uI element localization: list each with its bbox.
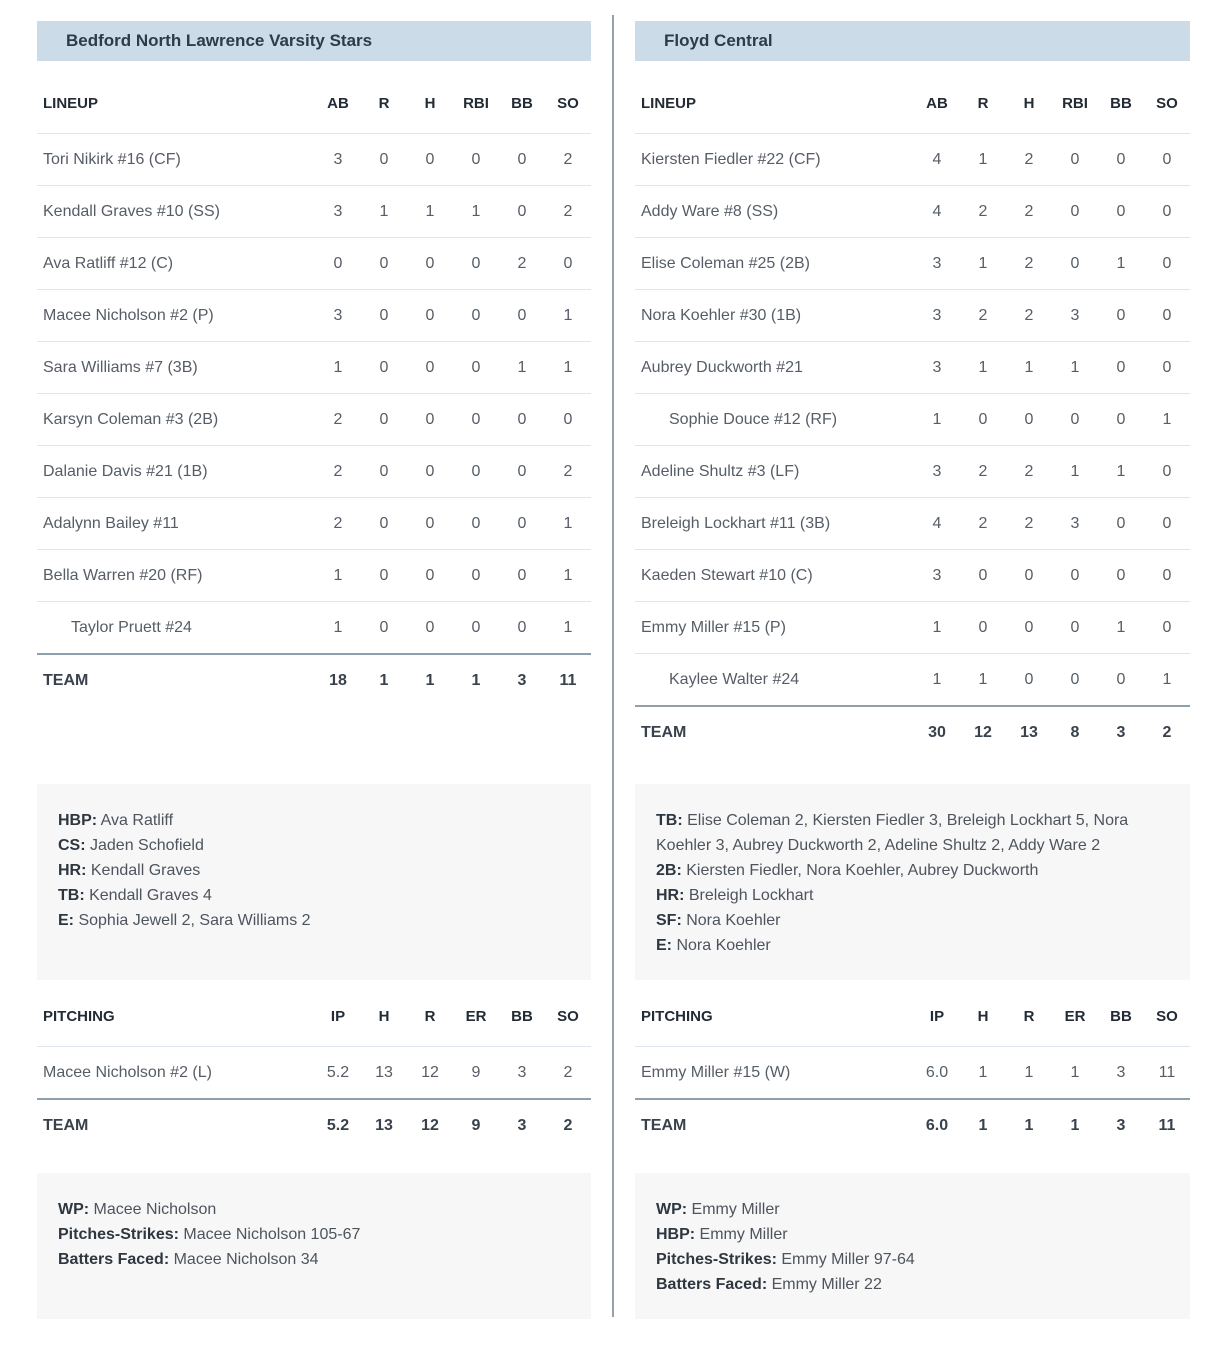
- stat-cell: 0: [407, 238, 453, 290]
- team-title-right: Floyd Central: [664, 31, 773, 50]
- column-header: RBI: [1062, 95, 1088, 112]
- column-header: AB: [327, 95, 349, 112]
- player-row: [635, 446, 1190, 498]
- note-label: 2B:: [656, 862, 682, 879]
- column-header: RBI: [463, 95, 489, 112]
- stat-cell: 0: [453, 498, 499, 550]
- stat-cell: 2: [960, 446, 1006, 498]
- player-row: [635, 290, 1190, 342]
- batting-notes-left: [37, 784, 591, 980]
- stat-cell: 0: [361, 550, 407, 602]
- stat-cell: 0: [1006, 602, 1052, 654]
- player-row: [635, 550, 1190, 602]
- note-label: WP:: [656, 1201, 688, 1218]
- stat-cell: 0: [361, 342, 407, 394]
- stat-cell: 2: [960, 186, 1006, 238]
- column-header: BB: [1110, 95, 1132, 112]
- stat-cell: 11: [1144, 1047, 1190, 1100]
- stat-cell: 0: [1144, 602, 1190, 654]
- column-header: ER: [465, 1008, 487, 1025]
- stat-cell: 1: [960, 238, 1006, 290]
- column-header: BB: [511, 1008, 533, 1025]
- note-line: TB: Kendall Graves 4: [58, 887, 212, 904]
- player-name: Kendall Graves #10 (SS): [37, 186, 315, 238]
- note-label: Batters Faced:: [58, 1251, 170, 1268]
- stat-cell: 4: [914, 134, 960, 186]
- column-header: BB: [1110, 1008, 1132, 1025]
- stat-cell: 0: [1006, 550, 1052, 602]
- pitching-notes-left: [37, 1173, 591, 1319]
- note-label: CS:: [58, 837, 86, 854]
- note-line: HBP: Emmy Miller: [656, 1226, 788, 1243]
- stat-cell: 2: [1006, 290, 1052, 342]
- player-row: [635, 134, 1190, 186]
- team-label: TEAM: [635, 706, 914, 758]
- team-title-left: Bedford North Lawrence Varsity Stars: [66, 31, 373, 50]
- stat-cell: 0: [1006, 394, 1052, 446]
- team-stat-cell: 2: [545, 1099, 591, 1151]
- stat-cell: 1: [960, 342, 1006, 394]
- team-stat-cell: 1: [1052, 1099, 1098, 1151]
- stat-cell: 1: [315, 342, 361, 394]
- team-stat-cell: 2: [1144, 706, 1190, 758]
- stat-cell: 1: [1052, 342, 1098, 394]
- stat-cell: 1: [545, 498, 591, 550]
- stat-cell: 0: [407, 498, 453, 550]
- stat-cell: 0: [960, 550, 1006, 602]
- note-line: HBP: Ava Ratliff: [58, 812, 174, 829]
- stat-cell: 1: [545, 342, 591, 394]
- stat-cell: 2: [960, 290, 1006, 342]
- table-title: PITCHING: [641, 1008, 713, 1025]
- player-row: [635, 602, 1190, 654]
- player-row: [635, 394, 1190, 446]
- team-stat-cell: 1: [361, 654, 407, 706]
- stat-cell: 0: [361, 394, 407, 446]
- player-name: Sara Williams #7 (3B): [37, 342, 315, 394]
- player-row: [635, 1047, 1190, 1100]
- player-name: Addy Ware #8 (SS): [635, 186, 914, 238]
- stat-cell: 1: [453, 186, 499, 238]
- team-stat-cell: 3: [1098, 1099, 1144, 1151]
- player-name: Sophie Douce #12 (RF): [635, 394, 914, 446]
- stat-cell: 3: [315, 134, 361, 186]
- stat-cell: 0: [499, 186, 545, 238]
- stat-cell: 0: [1052, 654, 1098, 707]
- stat-cell: 3: [914, 446, 960, 498]
- table-title: LINEUP: [43, 95, 99, 112]
- note-line: HR: Kendall Graves: [58, 862, 201, 879]
- note-line: SF: Nora Koehler: [656, 912, 781, 929]
- stat-cell: 13: [361, 1047, 407, 1100]
- player-name: Kaylee Walter #24: [635, 654, 914, 707]
- stat-cell: 1: [914, 394, 960, 446]
- stat-cell: 0: [361, 498, 407, 550]
- player-name: Bella Warren #20 (RF): [37, 550, 315, 602]
- team-total-row: [635, 1099, 1190, 1151]
- stat-cell: 0: [499, 290, 545, 342]
- stat-cell: 1: [315, 602, 361, 655]
- team-stat-cell: 11: [1144, 1099, 1190, 1151]
- team-stat-cell: 30: [914, 706, 960, 758]
- column-header: IP: [929, 1008, 945, 1025]
- note-label: HBP:: [58, 812, 98, 829]
- batting-notes-right: [635, 784, 1190, 980]
- team-label: TEAM: [635, 1099, 914, 1151]
- stat-cell: 0: [1144, 550, 1190, 602]
- stat-cell: 3: [1098, 1047, 1144, 1100]
- stat-cell: 0: [1098, 394, 1144, 446]
- player-name: Dalanie Davis #21 (1B): [37, 446, 315, 498]
- note-line: WP: Emmy Miller: [656, 1201, 780, 1218]
- stat-cell: 3: [315, 290, 361, 342]
- team-stat-cell: 5.2: [315, 1099, 361, 1151]
- player-name: Adalynn Bailey #11: [37, 498, 315, 550]
- stat-cell: 0: [1098, 134, 1144, 186]
- header-row: [37, 81, 591, 134]
- player-row: [37, 290, 591, 342]
- player-row: [635, 342, 1190, 394]
- stat-cell: 3: [499, 1047, 545, 1100]
- stat-cell: 2: [315, 498, 361, 550]
- stat-cell: 0: [1052, 134, 1098, 186]
- note-line: WP: Macee Nicholson: [58, 1201, 217, 1218]
- column-header: IP: [330, 1008, 346, 1025]
- team-stat-cell: 9: [453, 1099, 499, 1151]
- note-label: TB:: [58, 887, 85, 904]
- stat-cell: 12: [407, 1047, 453, 1100]
- stat-cell: 4: [914, 498, 960, 550]
- stat-cell: 3: [914, 290, 960, 342]
- stat-cell: 0: [453, 342, 499, 394]
- stat-cell: 0: [361, 290, 407, 342]
- player-row: [37, 446, 591, 498]
- column-header: H: [378, 1008, 390, 1025]
- note-label: HR:: [58, 862, 87, 879]
- column-header: SO: [1156, 1008, 1178, 1025]
- stat-cell: 9: [453, 1047, 499, 1100]
- player-name: Macee Nicholson #2 (P): [37, 290, 315, 342]
- note-line: CS: Jaden Schofield: [58, 837, 204, 854]
- stat-cell: 0: [361, 446, 407, 498]
- stat-cell: 0: [1098, 186, 1144, 238]
- team-stat-cell: 1: [960, 1099, 1006, 1151]
- stat-cell: 2: [1006, 238, 1052, 290]
- column-header: R: [424, 1008, 436, 1025]
- team-stat-cell: 3: [499, 1099, 545, 1151]
- player-name: Tori Nikirk #16 (CF): [37, 134, 315, 186]
- player-name: Karsyn Coleman #3 (2B): [37, 394, 315, 446]
- stat-cell: 1: [315, 550, 361, 602]
- note-label: E:: [58, 912, 74, 929]
- stat-cell: 2: [545, 1047, 591, 1100]
- stat-cell: 0: [499, 550, 545, 602]
- stat-cell: 0: [407, 394, 453, 446]
- stat-cell: 3: [914, 342, 960, 394]
- stat-cell: 2: [960, 498, 1006, 550]
- note-label: WP:: [58, 1201, 90, 1218]
- stat-cell: 1: [1006, 1047, 1052, 1100]
- player-row: [635, 238, 1190, 290]
- player-row: [37, 498, 591, 550]
- stat-cell: 0: [407, 550, 453, 602]
- note-line: TB: Elise Coleman 2, Kiersten Fiedler 3, Breleigh Lockhart 5, Nora Koehler 3, Aubrey Duckworth 2, Adeline Shultz 2, Addy Ware 2: [656, 812, 1129, 854]
- stat-cell: 0: [1052, 394, 1098, 446]
- player-name: Taylor Pruett #24: [37, 602, 315, 655]
- player-name: Ava Ratliff #12 (C): [37, 238, 315, 290]
- stat-cell: 0: [361, 238, 407, 290]
- stat-cell: 5.2: [315, 1047, 361, 1100]
- stat-cell: 0: [499, 394, 545, 446]
- player-row: [37, 238, 591, 290]
- stat-cell: 3: [914, 238, 960, 290]
- team-stat-cell: 3: [499, 654, 545, 706]
- panel-divider: [612, 15, 614, 1317]
- stat-cell: 1: [545, 550, 591, 602]
- stat-cell: 0: [1098, 654, 1144, 707]
- column-header: H: [1023, 95, 1035, 112]
- pitching-table-left: [37, 994, 591, 1151]
- note-label: SF:: [656, 912, 682, 929]
- stat-cell: 0: [960, 602, 1006, 654]
- stat-cell: 0: [453, 446, 499, 498]
- stat-cell: 2: [1006, 134, 1052, 186]
- stat-cell: 1: [499, 342, 545, 394]
- stat-cell: 0: [407, 134, 453, 186]
- note-label: Pitches-Strikes:: [58, 1226, 179, 1243]
- stat-cell: 1: [1144, 394, 1190, 446]
- team-stat-cell: 1: [1006, 1099, 1052, 1151]
- stat-cell: 4: [914, 186, 960, 238]
- player-row: [37, 134, 591, 186]
- team-total-row: [635, 706, 1190, 758]
- column-header: R: [378, 95, 390, 112]
- note-line: Batters Faced: Macee Nicholson 34: [58, 1251, 319, 1268]
- stat-cell: 1: [361, 186, 407, 238]
- stat-cell: 0: [960, 394, 1006, 446]
- stat-cell: 0: [453, 394, 499, 446]
- stat-cell: 1: [1052, 1047, 1098, 1100]
- stat-cell: 0: [1144, 290, 1190, 342]
- stat-cell: 0: [453, 550, 499, 602]
- stat-cell: 0: [453, 290, 499, 342]
- stat-cell: 0: [1098, 498, 1144, 550]
- stat-cell: 0: [1144, 238, 1190, 290]
- player-row: [635, 654, 1190, 707]
- stat-cell: 2: [1006, 498, 1052, 550]
- team-stat-cell: 1: [453, 654, 499, 706]
- stat-cell: 0: [1098, 290, 1144, 342]
- stat-cell: 0: [1052, 550, 1098, 602]
- stat-cell: 0: [1052, 238, 1098, 290]
- stat-cell: 1: [1098, 602, 1144, 654]
- player-name: Aubrey Duckworth #21: [635, 342, 914, 394]
- player-name: Nora Koehler #30 (1B): [635, 290, 914, 342]
- stat-cell: 0: [1052, 602, 1098, 654]
- stat-cell: 0: [407, 602, 453, 655]
- stat-cell: 0: [1144, 186, 1190, 238]
- note-label: HR:: [656, 887, 685, 904]
- note-line: Batters Faced: Emmy Miller 22: [656, 1276, 882, 1293]
- player-row: [37, 186, 591, 238]
- note-line: Pitches-Strikes: Emmy Miller 97-64: [656, 1251, 915, 1268]
- lineup-table-right: [635, 81, 1190, 758]
- note-line: E: Sophia Jewell 2, Sara Williams 2: [58, 912, 311, 929]
- stat-cell: 3: [315, 186, 361, 238]
- stat-cell: 0: [361, 602, 407, 655]
- stat-cell: 6.0: [914, 1047, 960, 1100]
- team-total-row: [37, 1099, 591, 1151]
- stat-cell: 3: [914, 550, 960, 602]
- stat-cell: 0: [499, 446, 545, 498]
- note-label: HBP:: [656, 1226, 696, 1243]
- stat-cell: 0: [1144, 498, 1190, 550]
- team-stat-cell: 12: [407, 1099, 453, 1151]
- stat-cell: 1: [1098, 446, 1144, 498]
- player-name: Kaeden Stewart #10 (C): [635, 550, 914, 602]
- stat-cell: 2: [315, 446, 361, 498]
- player-row: [635, 498, 1190, 550]
- player-row: [37, 1047, 591, 1100]
- note-line: E: Nora Koehler: [656, 937, 771, 954]
- player-row: [37, 602, 591, 655]
- stat-cell: 1: [914, 654, 960, 707]
- lineup-table-left: [37, 81, 591, 706]
- note-line: HR: Breleigh Lockhart: [656, 887, 814, 904]
- column-header: ER: [1064, 1008, 1086, 1025]
- player-name: Emmy Miller #15 (P): [635, 602, 914, 654]
- stat-cell: 1: [545, 602, 591, 655]
- stat-cell: 1: [545, 290, 591, 342]
- stat-cell: 0: [453, 602, 499, 655]
- player-row: [37, 342, 591, 394]
- note-label: Pitches-Strikes:: [656, 1251, 777, 1268]
- player-row: [635, 186, 1190, 238]
- column-header: BB: [511, 95, 533, 112]
- player-name: Kiersten Fiedler #22 (CF): [635, 134, 914, 186]
- column-header: SO: [1156, 95, 1178, 112]
- team-label: TEAM: [37, 654, 315, 706]
- player-name: Breleigh Lockhart #11 (3B): [635, 498, 914, 550]
- team-stat-cell: 13: [361, 1099, 407, 1151]
- pitching-notes-right: [635, 1173, 1190, 1319]
- stat-cell: 0: [407, 290, 453, 342]
- stat-cell: 0: [499, 134, 545, 186]
- stat-cell: 0: [1144, 134, 1190, 186]
- stat-cell: 0: [499, 602, 545, 655]
- note-label: TB:: [656, 812, 683, 829]
- team-stat-cell: 18: [315, 654, 361, 706]
- stat-cell: 0: [407, 342, 453, 394]
- column-header: H: [424, 95, 436, 112]
- stat-cell: 1: [1052, 446, 1098, 498]
- stat-cell: 0: [1052, 186, 1098, 238]
- stat-cell: 0: [407, 446, 453, 498]
- team-stat-cell: 12: [960, 706, 1006, 758]
- stat-cell: 1: [960, 654, 1006, 707]
- note-line: 2B: Kiersten Fiedler, Nora Koehler, Aubrey Duckworth: [656, 862, 1039, 879]
- stat-cell: 2: [545, 134, 591, 186]
- stat-cell: 1: [1144, 654, 1190, 707]
- note-label: Batters Faced:: [656, 1276, 768, 1293]
- note-label: E:: [656, 937, 672, 954]
- column-header: SO: [557, 1008, 579, 1025]
- team-total-row: [37, 654, 591, 706]
- player-name: Elise Coleman #25 (2B): [635, 238, 914, 290]
- stat-cell: 0: [1006, 654, 1052, 707]
- team-stat-cell: 13: [1006, 706, 1052, 758]
- column-header: R: [1023, 1008, 1035, 1025]
- player-row: [37, 394, 591, 446]
- player-name: Macee Nicholson #2 (L): [37, 1047, 315, 1100]
- stat-cell: 3: [1052, 498, 1098, 550]
- player-name: Adeline Shultz #3 (LF): [635, 446, 914, 498]
- note-line: Pitches-Strikes: Macee Nicholson 105-67: [58, 1226, 361, 1243]
- stat-cell: 1: [960, 1047, 1006, 1100]
- table-title: LINEUP: [641, 95, 697, 112]
- team-header-left: [37, 21, 591, 61]
- table-title: PITCHING: [43, 1008, 115, 1025]
- column-header: H: [977, 1008, 989, 1025]
- column-header: SO: [557, 95, 579, 112]
- team-label: TEAM: [37, 1099, 315, 1151]
- stat-cell: 0: [453, 238, 499, 290]
- stat-cell: 1: [1006, 342, 1052, 394]
- stat-cell: 0: [1098, 550, 1144, 602]
- header-row: [635, 81, 1190, 134]
- team-stat-cell: 6.0: [914, 1099, 960, 1151]
- stat-cell: 0: [1098, 342, 1144, 394]
- stat-cell: 3: [1052, 290, 1098, 342]
- team-stat-cell: 3: [1098, 706, 1144, 758]
- stat-cell: 0: [545, 238, 591, 290]
- pitching-table-right: [635, 994, 1190, 1151]
- team-stat-cell: 11: [545, 654, 591, 706]
- stat-cell: 0: [1144, 446, 1190, 498]
- column-header: AB: [926, 95, 948, 112]
- stat-cell: 2: [499, 238, 545, 290]
- stat-cell: 0: [453, 134, 499, 186]
- stat-cell: 2: [545, 186, 591, 238]
- stat-cell: 2: [315, 394, 361, 446]
- stat-cell: 1: [914, 602, 960, 654]
- team-stat-cell: 8: [1052, 706, 1098, 758]
- header-row: [37, 994, 591, 1047]
- stat-cell: 2: [1006, 186, 1052, 238]
- player-name: Emmy Miller #15 (W): [635, 1047, 914, 1100]
- stat-cell: 2: [1006, 446, 1052, 498]
- header-row: [635, 994, 1190, 1047]
- stat-cell: 1: [960, 134, 1006, 186]
- stat-cell: 0: [315, 238, 361, 290]
- stat-cell: 0: [545, 394, 591, 446]
- stat-cell: 0: [499, 498, 545, 550]
- stat-cell: 0: [361, 134, 407, 186]
- stat-cell: 1: [407, 186, 453, 238]
- column-header: R: [977, 95, 989, 112]
- stat-cell: 0: [1144, 342, 1190, 394]
- stat-cell: 2: [545, 446, 591, 498]
- player-row: [37, 550, 591, 602]
- team-header-right: [635, 21, 1190, 61]
- stat-cell: 1: [1098, 238, 1144, 290]
- team-stat-cell: 1: [407, 654, 453, 706]
